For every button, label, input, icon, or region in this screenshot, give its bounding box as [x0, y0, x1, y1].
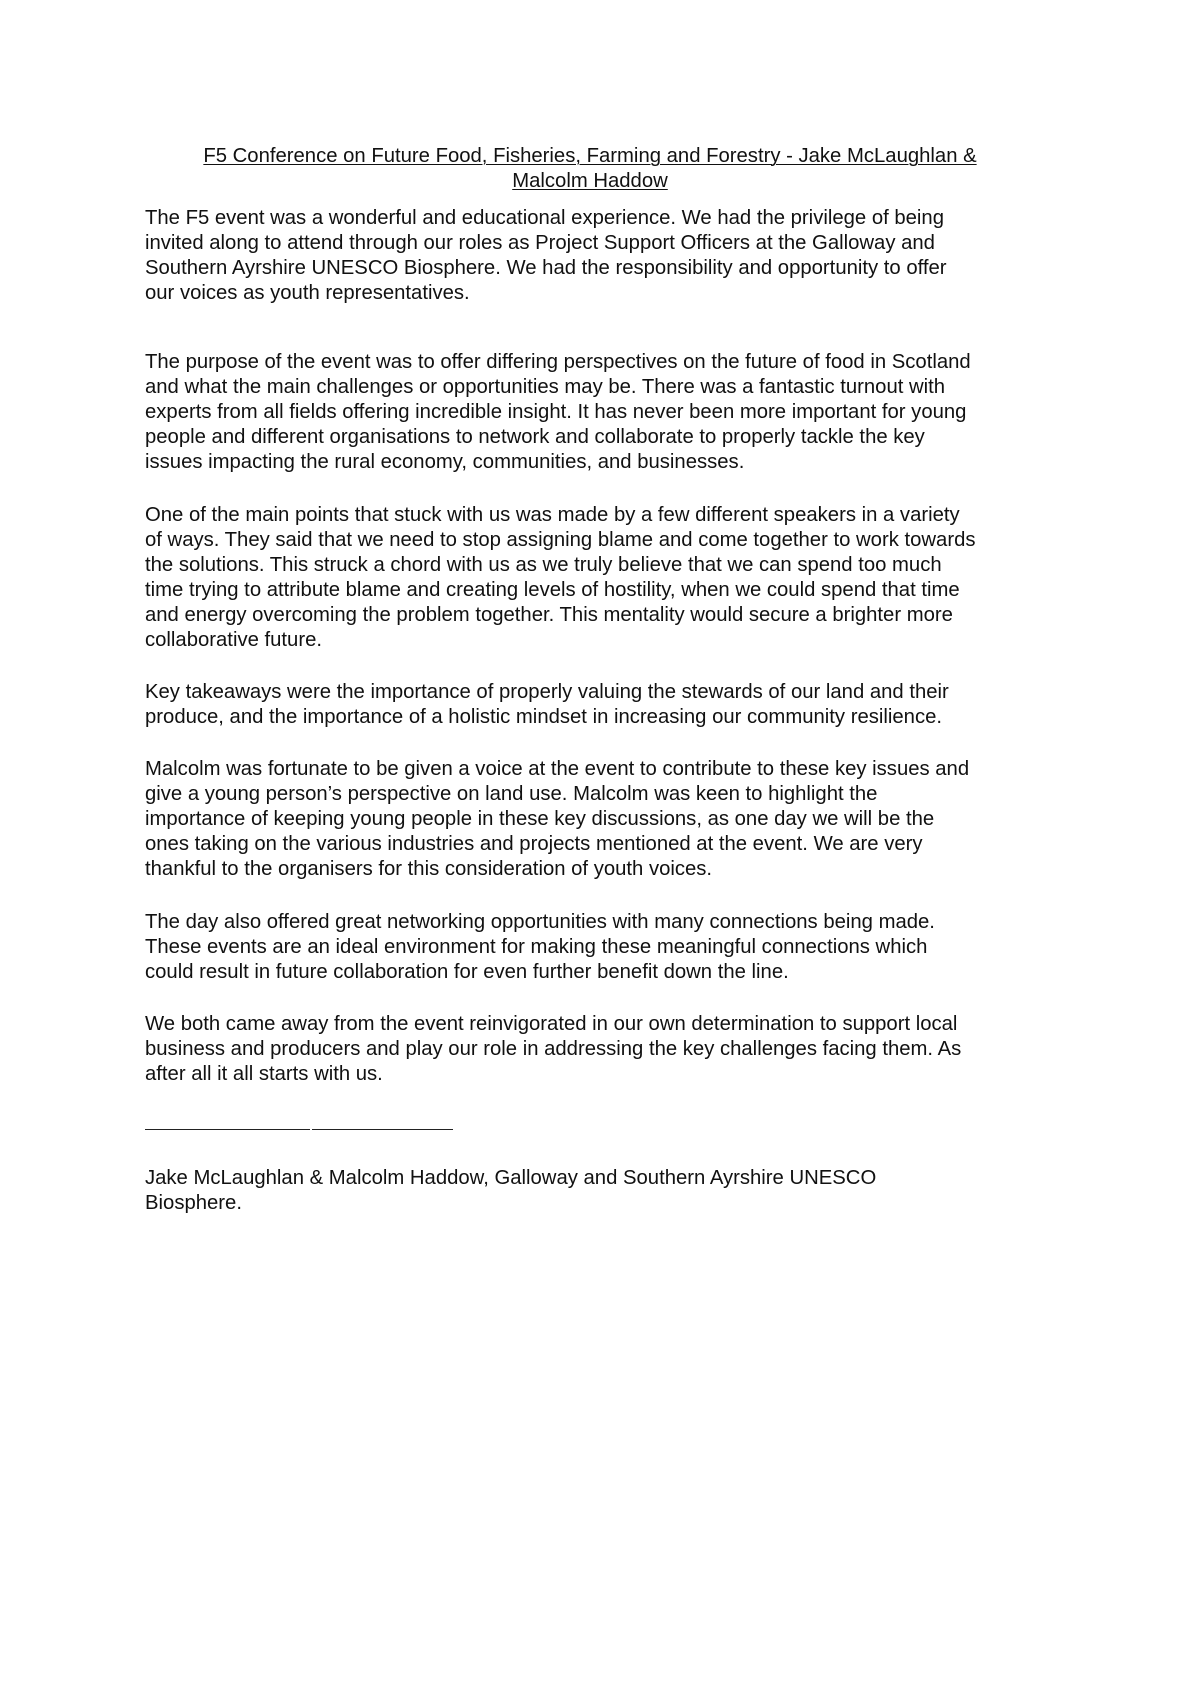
- text-line: One of the main points that stuck with us was made by a few different speakers in a variety: [145, 504, 960, 526]
- paragraph-purpose: [145, 350, 1105, 475]
- paragraph-key-takeaways: [145, 680, 1105, 730]
- text-line: importance of keeping young people in these key discussions, as one day we will be the: [145, 808, 935, 830]
- text-line: thankful to the organisers for this consideration of youth voices.: [145, 858, 713, 880]
- text-line: and energy overcoming the problem together. This mentality would secure a brighter more: [145, 604, 953, 626]
- text-line: invited along to attend through our roles as Project Support Officers at the Galloway and: [145, 232, 935, 254]
- text-line: produce, and the importance of a holistic mindset in increasing our community resilience.: [145, 706, 942, 728]
- text-line: time trying to attribute blame and creating levels of hostility, when we could spend that time: [145, 579, 960, 601]
- text-line: and what the main challenges or opportunities may be. There was a fantastic turnout with: [145, 376, 946, 398]
- text-line: the solutions. This struck a chord with us as we truly believe that we can spend too much: [145, 554, 942, 576]
- text-line: The purpose of the event was to offer differing perspectives on the future of food in Scotland: [145, 351, 971, 373]
- text-line: ones taking on the various industries and projects mentioned at the event. We are very: [145, 833, 923, 855]
- text-line: could result in future collaboration for even further benefit down the line.: [145, 961, 789, 983]
- paragraph-conclusion: [145, 1012, 1105, 1087]
- document-title: [140, 144, 1040, 194]
- text-line: We both came away from the event reinvigorated in our own determination to support local: [145, 1013, 958, 1035]
- text-line: The day also offered great networking opportunities with many connections being made.: [145, 911, 935, 933]
- text-line: our voices as youth representatives.: [145, 282, 470, 304]
- text-line: of ways. They said that we need to stop assigning blame and come together to work towards: [145, 529, 976, 551]
- text-line: give a young person’s perspective on land use. Malcolm was keen to highlight the: [145, 783, 878, 805]
- text-line: after all it all starts with us.: [145, 1063, 383, 1085]
- text-line: people and different organisations to network and collaborate to properly tackle the key: [145, 426, 925, 448]
- divider-gap: [310, 1128, 312, 1131]
- text-line: collaborative future.: [145, 629, 322, 651]
- signature-line: Jake McLaughlan & Malcolm Haddow, Galloway and Southern Ayrshire UNESCO: [145, 1167, 877, 1189]
- paragraph-malcolm: [145, 757, 1105, 882]
- text-line: issues impacting the rural economy, communities, and businesses.: [145, 451, 745, 473]
- text-line: The F5 event was a wonderful and educational experience. We had the privilege of being: [145, 207, 944, 229]
- signature-divider: [145, 1129, 453, 1130]
- title-line-2: Malcolm Haddow: [512, 170, 668, 192]
- signature-line: Biosphere.: [145, 1192, 242, 1214]
- signature-block: [145, 1166, 1105, 1216]
- paragraph-main-points: [145, 503, 1105, 653]
- title-line-1: F5 Conference on Future Food, Fisheries, Farming and Forestry - Jake McLaughlan &: [203, 145, 977, 167]
- text-line: experts from all fields offering incredible insight. It has never been more important for young: [145, 401, 967, 423]
- text-line: Southern Ayrshire UNESCO Biosphere. We had the responsibility and opportunity to offer: [145, 257, 947, 279]
- text-line: business and producers and play our role in addressing the key challenges facing them. As: [145, 1038, 962, 1060]
- text-line: Malcolm was fortunate to be given a voice at the event to contribute to these key issues and: [145, 758, 970, 780]
- paragraph-networking: [145, 910, 1105, 985]
- paragraph-intro: [145, 206, 1105, 306]
- text-line: Key takeaways were the importance of properly valuing the stewards of our land and their: [145, 681, 949, 703]
- text-line: These events are an ideal environment for making these meaningful connections which: [145, 936, 928, 958]
